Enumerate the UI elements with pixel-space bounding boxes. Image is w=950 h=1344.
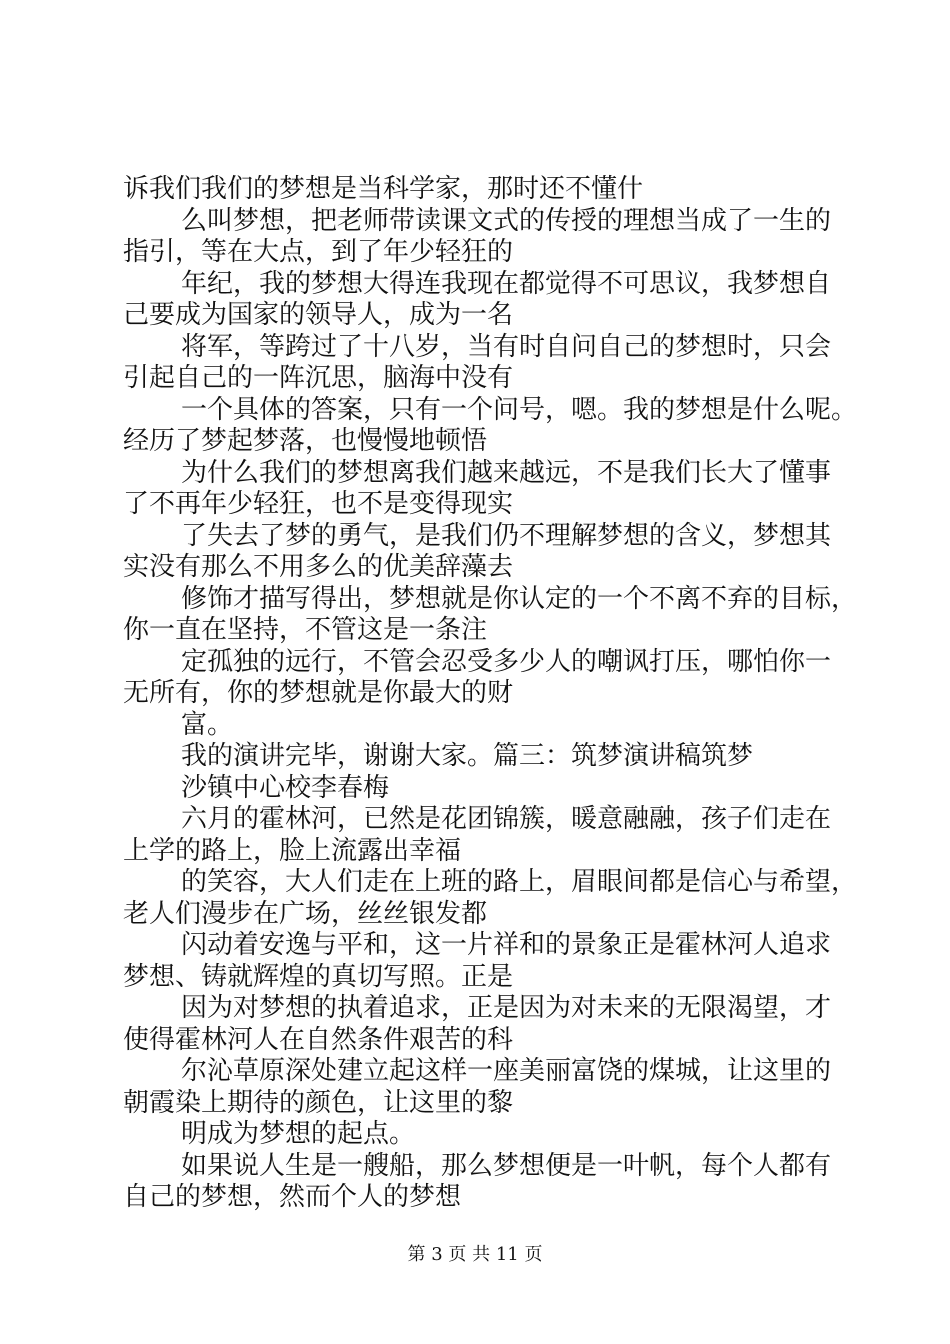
text-line: 修饰才描写得出，梦想就是你认定的一个不离不弃的目标， [181, 583, 858, 614]
text-line: 我的演讲完毕，谢谢大家。篇三：筑梦演讲稿筑梦 [181, 741, 754, 771]
text-line: 朝霞染上期待的颜色，让这里的黎 [123, 1087, 514, 1118]
text-line: 明成为梦想的起点。 [181, 1119, 416, 1149]
text-line: 如果说人生是一艘船，那么梦想便是一叶帆，每个人都有 [181, 1150, 832, 1181]
text-line: 老人们漫步在广场，丝丝银发都 [123, 898, 488, 929]
text-line: 指引，等在大点，到了年少轻狂的 [123, 237, 514, 267]
text-line: 经历了梦起梦落，也慢慢地顿悟 [123, 426, 488, 456]
text-line: 一个具体的答案，只有一个问号，嗯。我的梦想是什么呢。 [181, 394, 858, 425]
text-line: 无所有，你的梦想就是你最大的财 [123, 678, 514, 708]
text-line: 的笑容，大人们走在上班的路上，眉眼间都是信心与希望， [181, 867, 858, 897]
page-number-footer: 第 3 页 共 11 页 [407, 1244, 543, 1265]
text-line: 了不再年少轻狂，也不是变得现实 [123, 489, 514, 519]
text-line: 闪动着安逸与平和，这一片祥和的景象正是霍林河人追求 [181, 930, 832, 960]
text-line: 富。 [181, 709, 234, 740]
body-text [123, 174, 858, 1214]
text-line: 自己的梦想，然而个人的梦想 [123, 1182, 462, 1212]
text-line: 上学的路上，脸上流露出幸福 [123, 835, 462, 866]
text-line: 诉我们我们的梦想是当科学家，那时还不懂什 [123, 174, 644, 204]
text-line: 为什么我们的梦想离我们越来越远，不是我们长大了懂事 [181, 457, 832, 488]
text-line: 你一直在坚持，不管这是一条注 [123, 615, 488, 645]
text-line: 使得霍林河人在自然条件艰苦的科 [123, 1024, 514, 1055]
text-line: 年纪，我的梦想大得连我现在都觉得不可思议，我梦想自 [181, 268, 832, 299]
text-line: 六月的霍林河，已然是花团锦簇，暖意融融，孩子们走在 [181, 804, 832, 834]
text-line: 因为对梦想的执着追求，正是因为对未来的无限渴望，才 [181, 993, 832, 1023]
text-line: 了失去了梦的勇气，是我们仍不理解梦想的含义，梦想其 [181, 520, 832, 551]
text-line: 将军，等跨过了十八岁，当有时自问自己的梦想时，只会 [181, 331, 832, 362]
text-line: 引起自己的一阵沉思，脑海中没有 [123, 363, 514, 393]
text-line: 实没有那么不用多么的优美辞藻去 [123, 552, 514, 582]
text-line: 定孤独的远行，不管会忍受多少人的嘲讽打压，哪怕你一 [181, 646, 832, 677]
text-line: 沙镇中心校李春梅 [181, 772, 390, 803]
text-line: 己要成为国家的领导人，成为一名 [123, 300, 514, 330]
text-line: 梦想、铸就辉煌的真切写照。正是 [123, 961, 514, 992]
text-line: 么叫梦想，把老师带读课文式的传授的理想当成了一生的 [181, 205, 832, 236]
text-line: 尔沁草原深处建立起这样一座美丽富饶的煤城，让这里的 [181, 1056, 832, 1086]
